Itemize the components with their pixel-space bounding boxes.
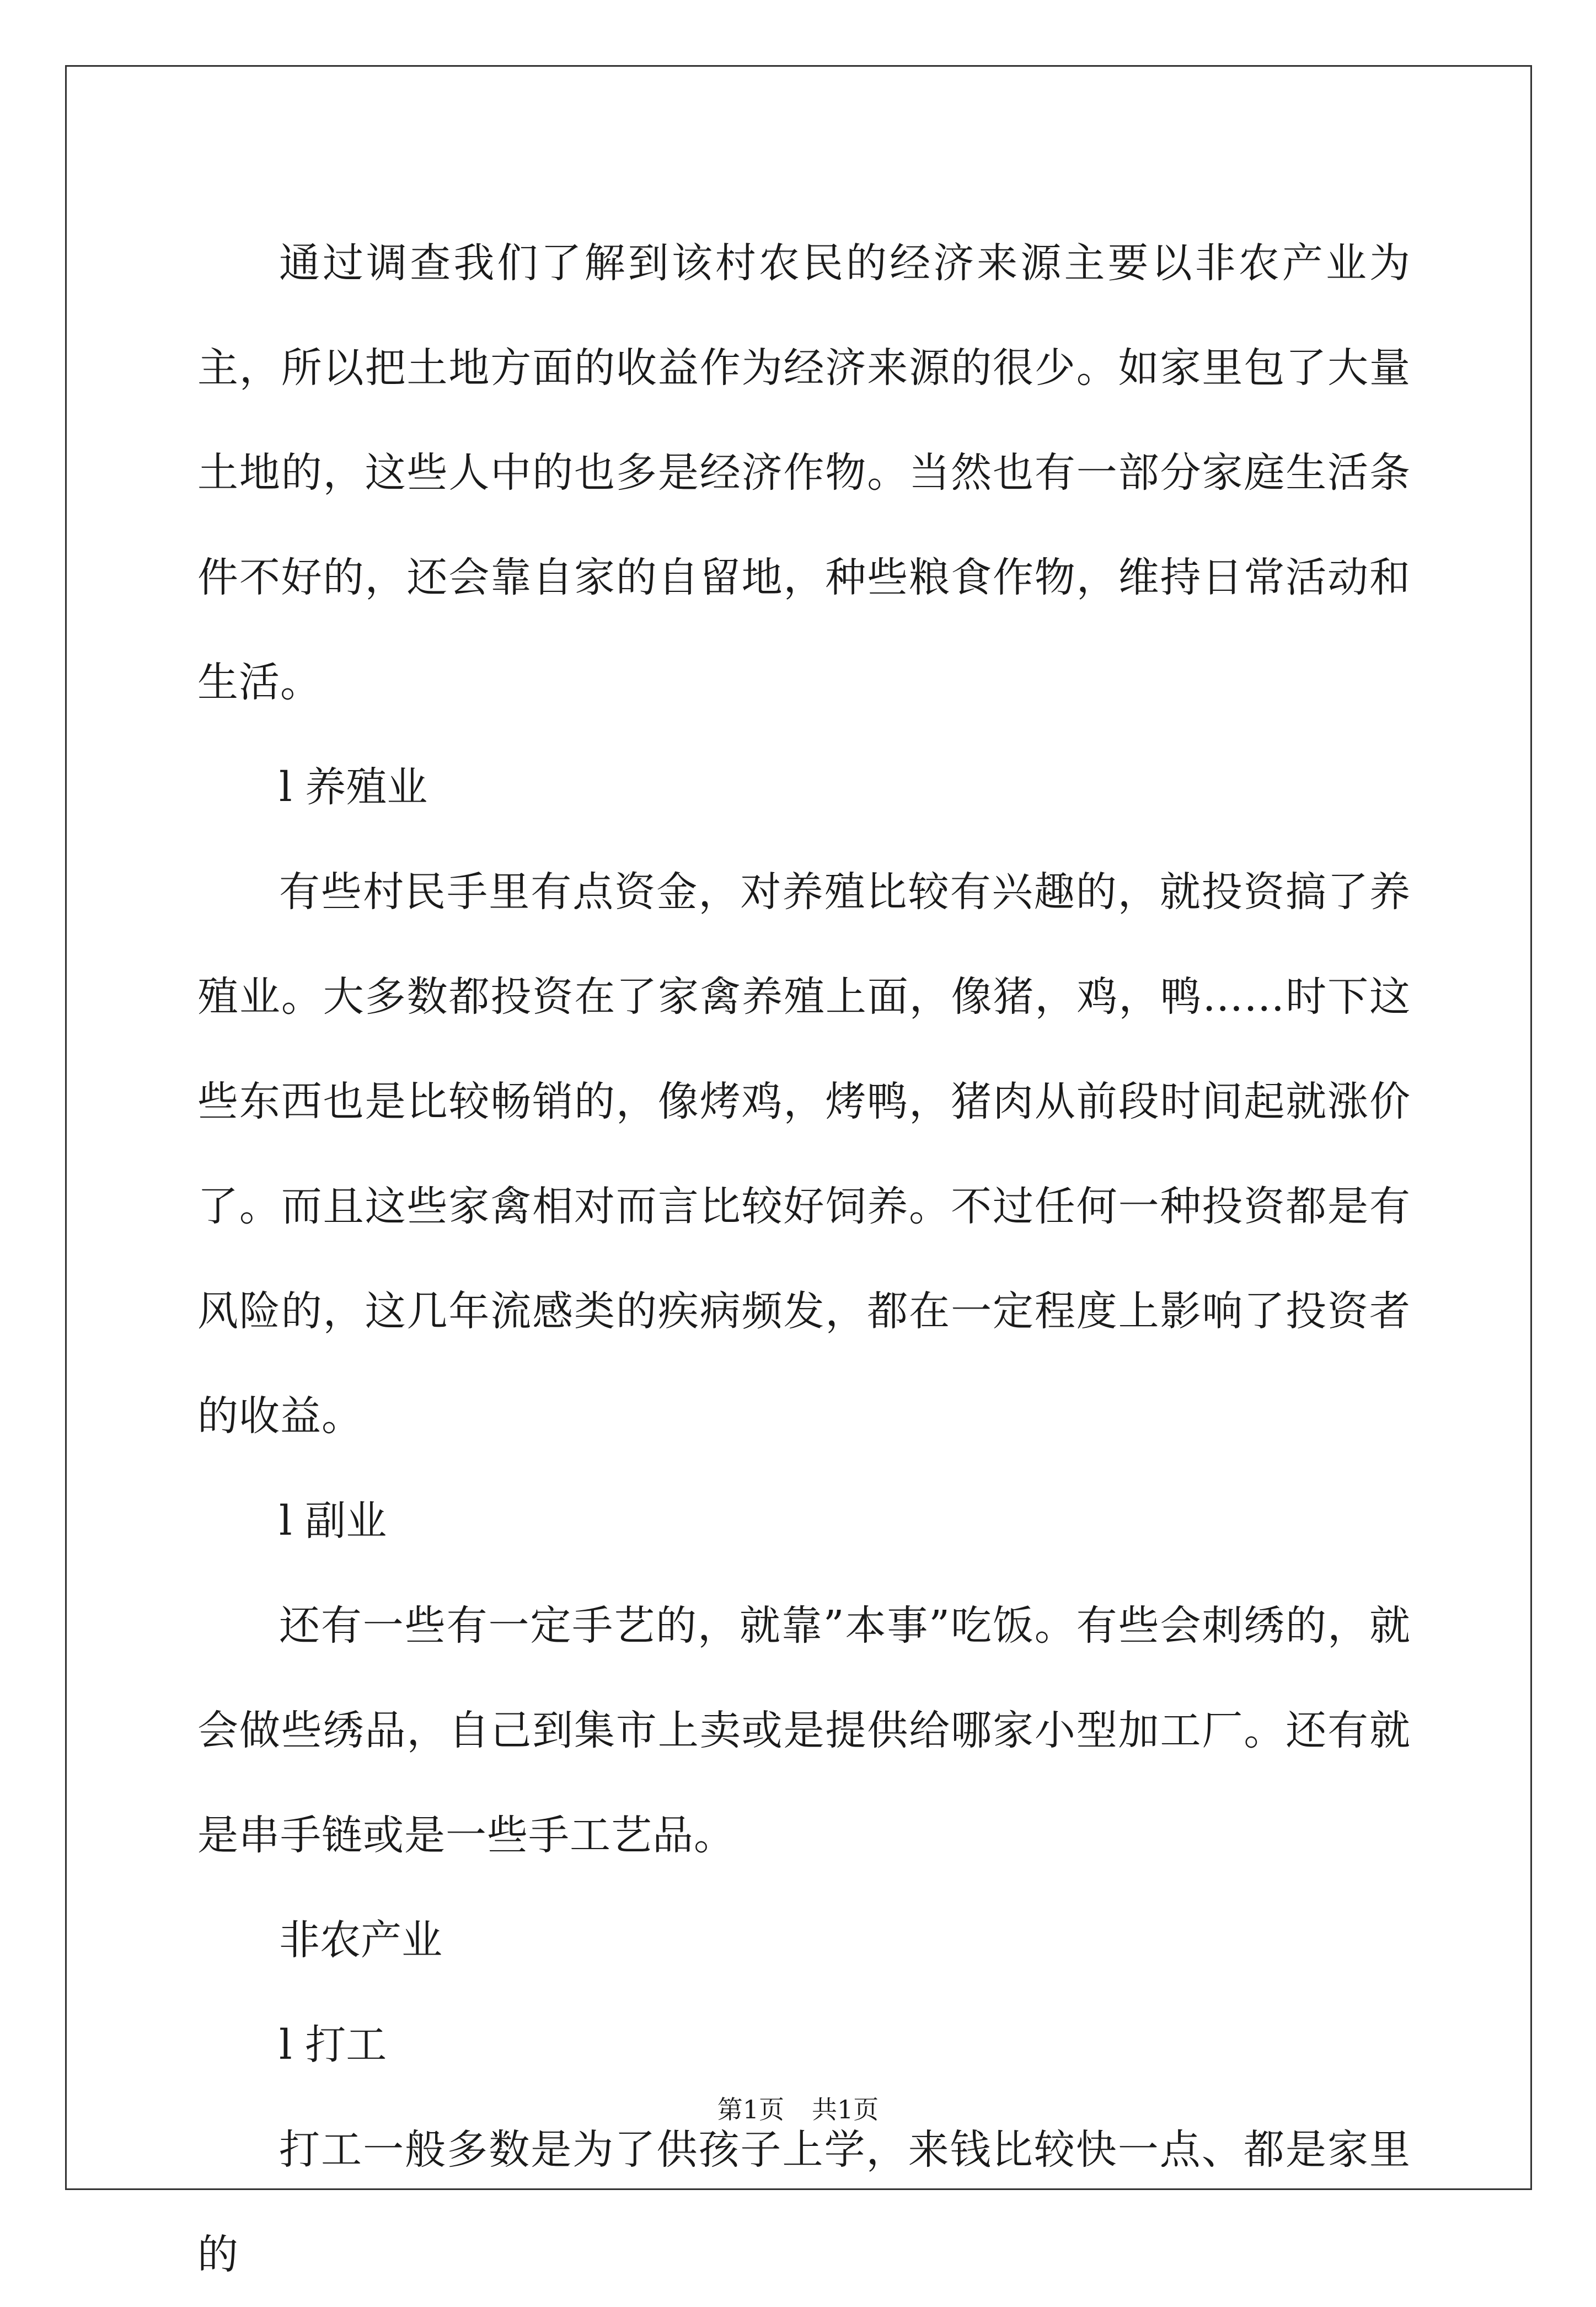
paragraph-sideline: 还有一些有一定手艺的，就靠”本事”吃饭。有些会刺绣的，就会做些绣品，自己到集市上卖或是提供给哪家小型加工厂。还有就是串手链或是一些手工艺品。 [197,1602,1411,1859]
heading-breeding: l 养殖业 [279,763,428,811]
paragraph-migrant-work: 打工一般多数是为了供孩子上学，来钱比较快一点、都是家里的 [197,2126,1411,2278]
page-footer [0,2090,1596,2126]
paragraph-economic-sources: 通过调查我们了解到该村农民的经济来源主要以非农产业为主，所以把土地方面的收益作为经济来源的很少。如家里包了大量土地的，这些人中的也多是经济作物。当然也有一部分家庭生活条件不好的，还会靠自家的自留地，种些粮食作物，维持日常活动和生活。 [197,239,1411,706]
heading-sideline: l 副业 [279,1497,387,1545]
paragraph-breeding: 有些村民手里有点资金，对养殖比较有兴趣的，就投资搞了养殖业。大多数都投资在了家禽养殖上面，像猪，鸡，鸭……时下这些东西也是比较畅销的，像烤鸡，烤鸭，猪肉从前段时间起就涨价了。而且这些家禽相对而言比较好饲养。不过任何一种投资都是有风险的，这几年流感类的疾病频发，都在一定程度上影响了投资者的收益。 [197,868,1411,1440]
heading-migrant-work: l 打工 [279,2021,387,2069]
document-body [197,211,1411,2307]
page-number-current: 第1页 [717,2095,784,2124]
heading-non-agricultural: 非农产业 [279,1916,442,1964]
page-number-total: 共1页 [812,2095,879,2124]
